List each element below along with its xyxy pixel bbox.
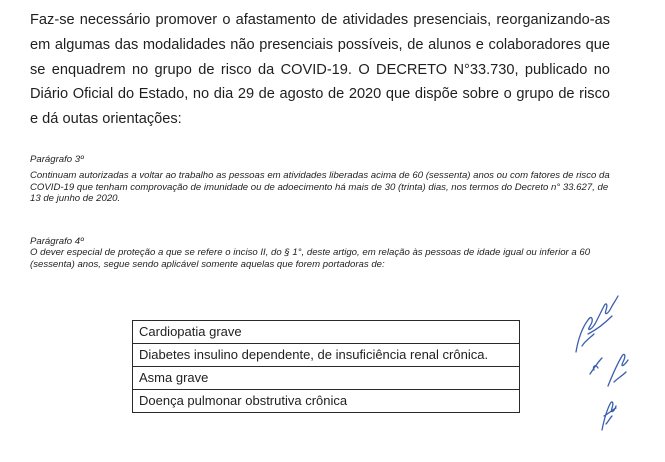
paragrafo-4-body: O dever especial de proteção a que se refere o inciso II, do § 1°, deste artigo, em relação às pessoas de idade igual ou inferior a 60 (sessenta) anos, segue sendo aplicável somente aquelas que forem portadoras de: xyxy=(30,247,591,270)
paragrafo-3-body: Continuam autorizadas a voltar ao trabalho as pessoas em atividades liberadas acima de 60 (sessenta) anos ou com fatores de risco da COVID-19 que tenham comprovação de imunidade ou de adoecimento há mais de 30 (trinta) dias, nos termos do Decreto n° 33.627, de 13 de junho de 2020. xyxy=(30,170,610,205)
signature-3 xyxy=(602,402,616,430)
condition-cell: Doença pulmonar obstrutiva crônica xyxy=(133,390,520,413)
paragrafo-3-title: Parágrafo 3º xyxy=(30,154,84,165)
table-row xyxy=(133,367,520,390)
handwritten-signatures xyxy=(568,290,648,440)
table-row xyxy=(133,344,520,367)
signature-1 xyxy=(576,296,618,352)
table-row xyxy=(133,321,520,344)
condition-cell: Cardiopatia grave xyxy=(133,321,520,344)
signature-2 xyxy=(590,354,628,386)
intro-paragraph: Faz-se necessário promover o afastamento de atividades presenciais, reorganizando-as em algumas das modalidades não presenciais possíveis, de alunos e colaboradores que se enquadrem no grupo de risco da COVID-19. O DECRETO N°33.730, publicado no Diário Oficial do Estado, no dia 29 de agosto de 2020 que dispõe sobre o grupo de risco e dá outas orientações: xyxy=(30,12,610,128)
condition-cell: Asma grave xyxy=(133,367,520,390)
condition-cell: Diabetes insulino dependente, de insuficiência renal crônica. xyxy=(133,344,520,367)
paragrafo-4-title: Parágrafo 4º xyxy=(30,236,84,247)
table-row xyxy=(133,390,520,413)
risk-conditions-table xyxy=(132,320,520,413)
